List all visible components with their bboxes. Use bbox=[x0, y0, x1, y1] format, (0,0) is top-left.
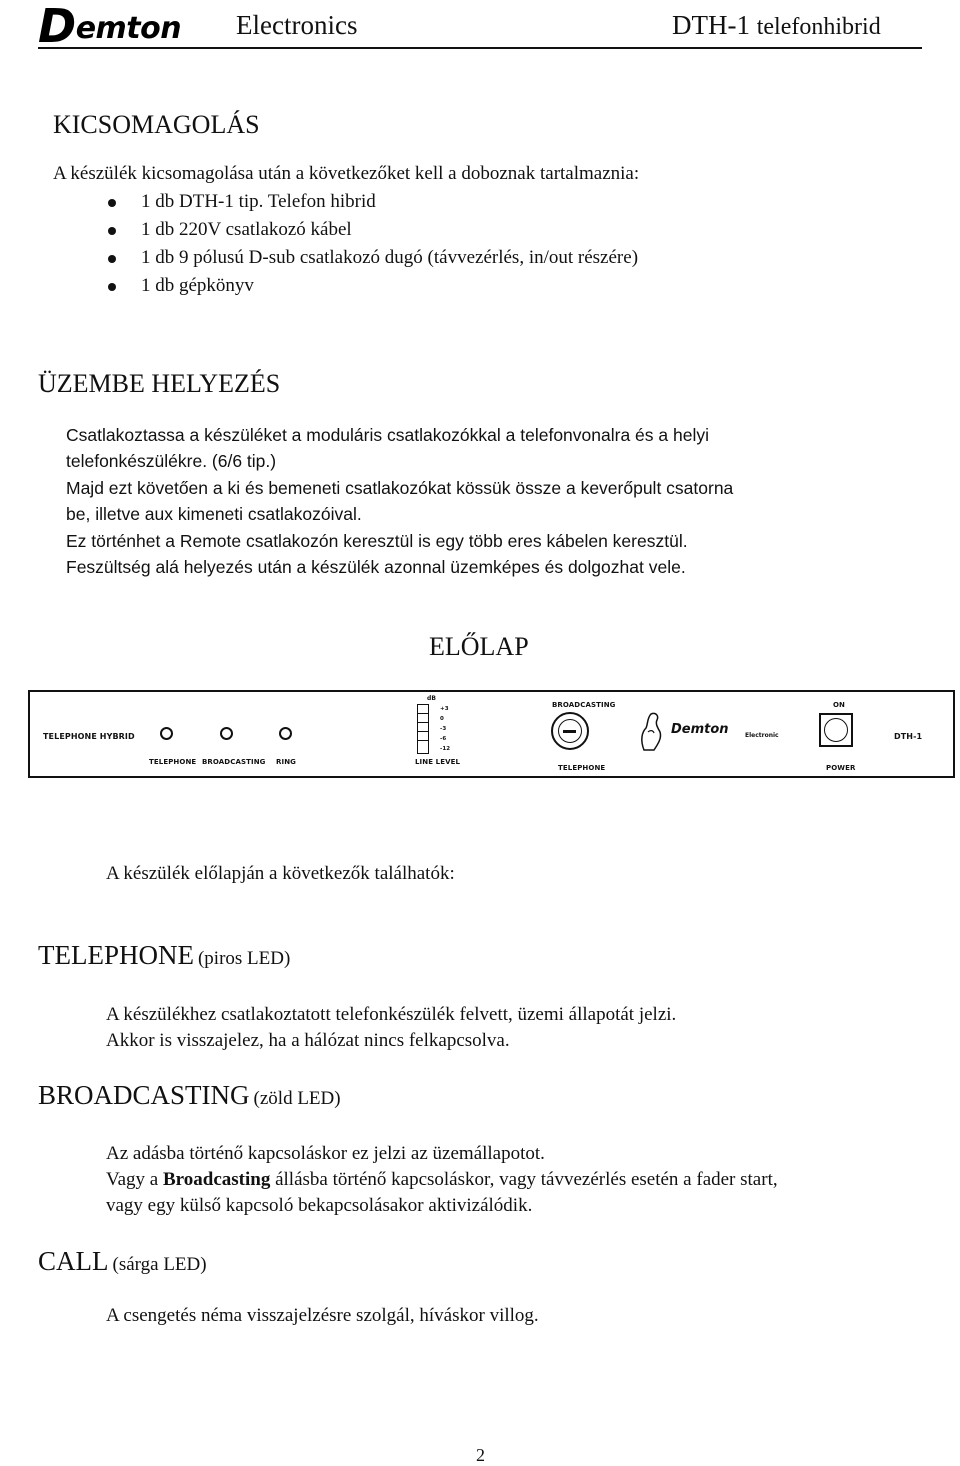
section-note: (zöld LED) bbox=[253, 1088, 341, 1109]
page-number: 2 bbox=[476, 1445, 485, 1465]
packing-item: 1 db 220V csatlakozó kábel bbox=[141, 219, 352, 240]
install-line: be, illetve aux kimeneti csatlakozóival. bbox=[66, 504, 362, 524]
bullet bbox=[108, 283, 116, 291]
text-span: állásba történő kapcsoláskor, vagy távvezérlés esetén a fader start, bbox=[275, 1169, 778, 1190]
section-note: (sárga LED) bbox=[112, 1254, 207, 1275]
bullet bbox=[108, 199, 116, 207]
meter-scale: +3 bbox=[440, 706, 449, 712]
panel-label-telephone-hybrid: TELEPHONE HYBRID bbox=[43, 732, 135, 741]
bullet bbox=[108, 255, 116, 263]
mode-switch-icon bbox=[551, 712, 589, 750]
header-company-name: Electronics bbox=[236, 10, 358, 40]
install-line: Ez történhet a Remote csatlakozón keresztül is egy több eres kábelen keresztül. bbox=[66, 531, 688, 551]
company-logo: Demton bbox=[38, 0, 182, 53]
section-title: CALL bbox=[38, 1246, 109, 1276]
meter-label: LINE LEVEL bbox=[415, 758, 461, 766]
meter-scale: -6 bbox=[440, 736, 447, 742]
front-title: ELŐLAP bbox=[429, 632, 529, 661]
install-line: Feszültség alá helyezés után a készülék azonnal üzemképes és dolgozhat vele. bbox=[66, 557, 686, 577]
power-on-label: ON bbox=[833, 701, 846, 709]
packing-item: 1 db gépkönyv bbox=[141, 275, 254, 296]
panel-logo-sub: Electronic bbox=[745, 732, 779, 739]
bullet bbox=[108, 227, 116, 235]
packing-item: 1 db 9 pólusú D-sub csatlakozó dugó (távvezérlés, in/out részére) bbox=[141, 247, 639, 268]
section-broadcasting-heading bbox=[38, 1080, 341, 1111]
section-line: A készülékhez csatlakoztatott telefonkészülék felvett, üzemi állapotát jelzi. bbox=[106, 1004, 677, 1025]
power-label: POWER bbox=[826, 764, 856, 772]
meter-scale: -3 bbox=[440, 726, 447, 732]
meter-scale: -12 bbox=[440, 746, 451, 752]
switch-bottom-label: TELEPHONE bbox=[558, 764, 606, 772]
power-button-icon bbox=[819, 713, 853, 747]
hand-logo-icon bbox=[638, 710, 664, 754]
section-line-mixed bbox=[106, 1169, 778, 1191]
level-meter-icon bbox=[417, 704, 429, 754]
panel-model: DTH-1 bbox=[894, 732, 923, 741]
front-intro: A készülék előlapján a következők találhatók: bbox=[106, 863, 455, 884]
section-note: (piros LED) bbox=[197, 948, 291, 969]
section-call-heading bbox=[38, 1246, 207, 1277]
ring-led-icon bbox=[279, 727, 292, 740]
meter-db-label: dB bbox=[427, 695, 437, 702]
panel-led-label: BROADCASTING bbox=[202, 758, 266, 766]
packing-item: 1 db DTH-1 tip. Telefon hibrid bbox=[141, 191, 376, 212]
install-line: Majd ezt követően a ki és bemeneti csatlakozókat kössük össze a keverőpult csatorna bbox=[66, 478, 734, 498]
broadcasting-led-icon bbox=[220, 727, 233, 740]
packing-intro: A készülék kicsomagolása után a következőket kell a doboznak tartalmaznia: bbox=[53, 163, 640, 184]
section-telephone-heading bbox=[38, 940, 290, 971]
front-panel-image bbox=[28, 690, 955, 778]
panel-logo: Demton bbox=[671, 722, 729, 737]
section-line: A csengetés néma visszajelzésre szolgál, híváskor villog. bbox=[106, 1305, 539, 1326]
install-title: ÜZEMBE HELYEZÉS bbox=[38, 369, 281, 398]
header-model: DTH-1 bbox=[672, 10, 750, 40]
install-line: Csatlakoztassa a készüléket a moduláris csatlakozókkal a telefonvonalra és a helyi bbox=[66, 425, 709, 445]
header-divider bbox=[38, 47, 922, 49]
bold-term: Broadcasting bbox=[162, 1169, 271, 1190]
install-line: telefonkészülékre. (6/6 tip.) bbox=[66, 451, 277, 471]
telephone-led-icon bbox=[160, 727, 173, 740]
section-title: BROADCASTING bbox=[38, 1080, 250, 1110]
packing-title: KICSOMAGOLÁS bbox=[53, 110, 260, 139]
panel-led-label: TELEPHONE bbox=[149, 758, 197, 766]
section-title: TELEPHONE bbox=[38, 940, 194, 970]
section-line: vagy egy külső kapcsoló bekapcsolásakor aktivizálódik. bbox=[106, 1195, 533, 1216]
meter-scale: 0 bbox=[440, 716, 444, 722]
section-line: Az adásba történő kapcsoláskor ez jelzi az üzemállapotot. bbox=[106, 1143, 545, 1164]
text-span: Vagy a bbox=[106, 1169, 159, 1190]
header-product bbox=[672, 10, 881, 41]
switch-top-label: BROADCASTING bbox=[552, 701, 616, 709]
section-line: Akkor is visszajelez, ha a hálózat nincs felkapcsolva. bbox=[106, 1030, 510, 1051]
header-product-name: telefonhibrid bbox=[756, 14, 881, 40]
panel-led-label: RING bbox=[276, 758, 296, 766]
